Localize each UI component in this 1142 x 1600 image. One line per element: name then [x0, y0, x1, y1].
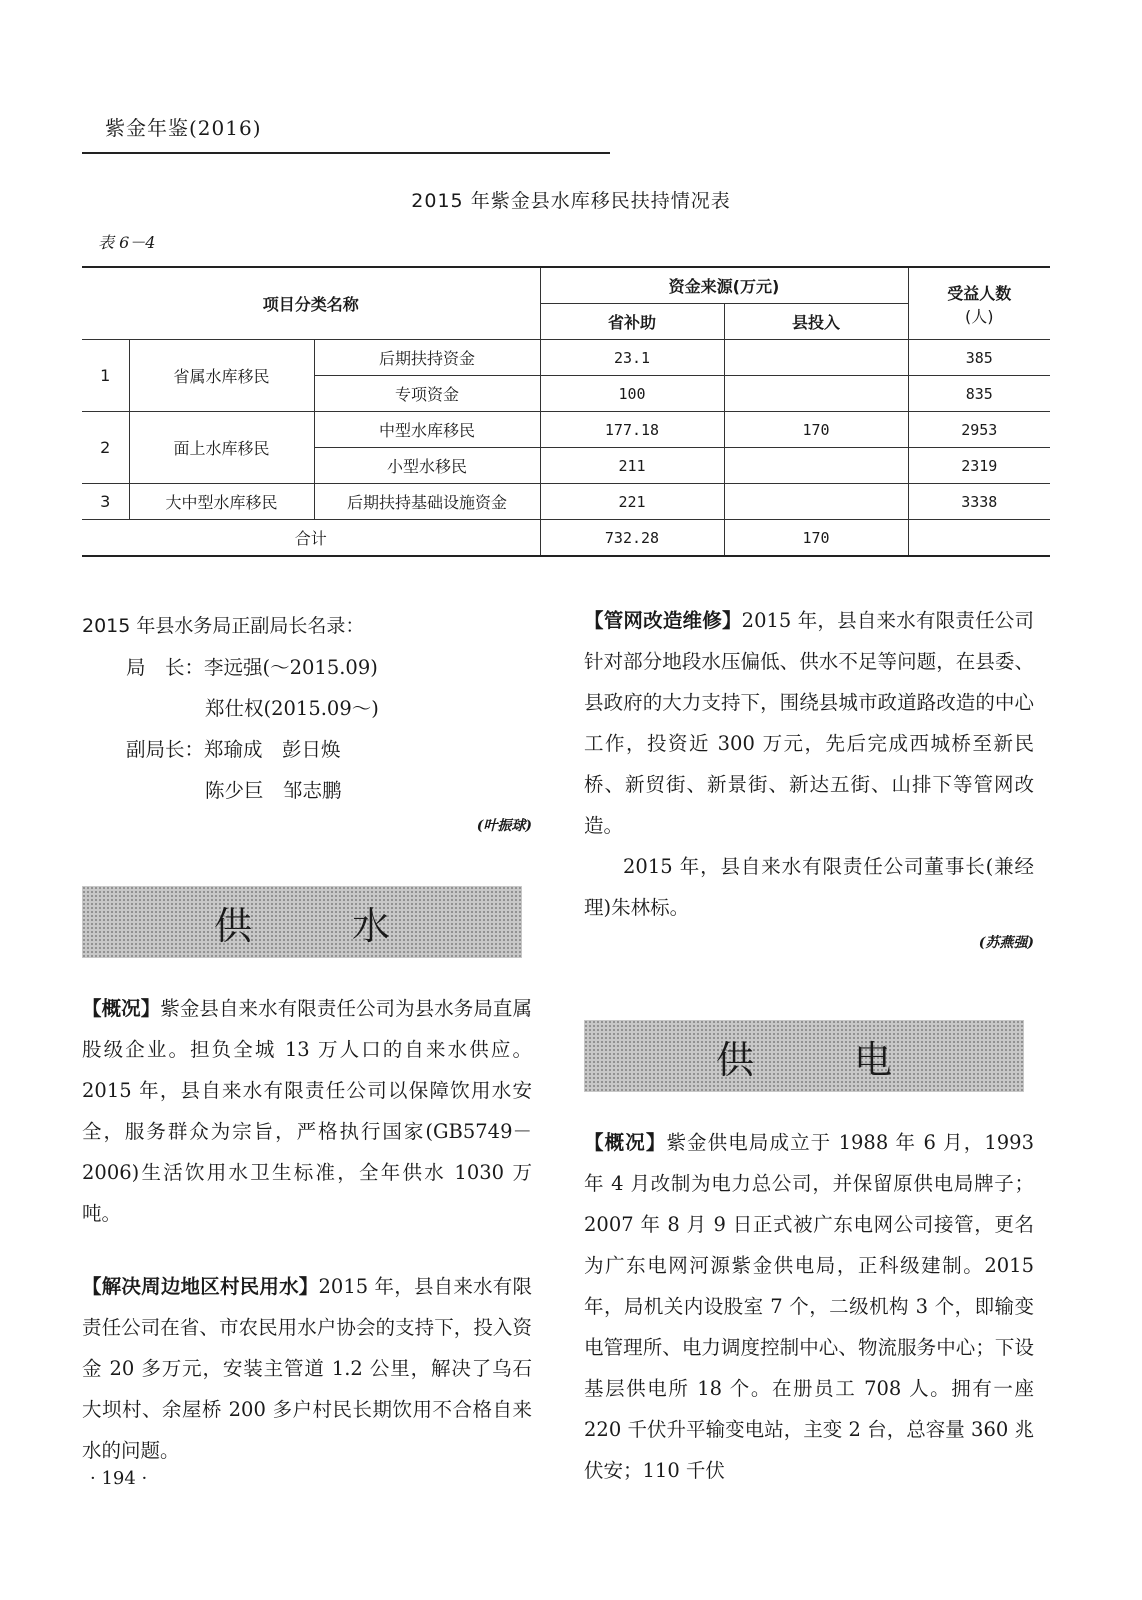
header-category: 项目分类名称	[82, 267, 540, 340]
table-total-row	[82, 520, 1050, 557]
directors-heading: 2015 年县水务局正副局长名录：	[82, 615, 365, 637]
row-people: 385	[908, 340, 1050, 376]
row-people: 3338	[908, 484, 1050, 520]
row-county	[724, 484, 908, 520]
pipe-network-section	[584, 600, 1034, 958]
row-province: 211	[540, 448, 724, 484]
directors-credit: (叶振球)	[476, 818, 532, 834]
row-people: 2319	[908, 448, 1050, 484]
row-item: 后期扶持基础设施资金	[314, 484, 540, 520]
row-people: 2953	[908, 412, 1050, 448]
water-credit: (苏燕强)	[978, 935, 1034, 951]
power-supply-banner: 供电	[584, 1020, 1024, 1092]
table-row	[82, 412, 1050, 448]
director-line: 郑仕权(2015.09～)	[205, 697, 379, 720]
overview-tag: 【概况】	[82, 997, 161, 1020]
row-province: 177.18	[540, 412, 724, 448]
row-group: 省属水库移民	[129, 340, 314, 412]
row-county	[724, 376, 908, 412]
row-no: 1	[82, 340, 129, 412]
total-label: 合计	[82, 520, 540, 557]
row-county	[724, 448, 908, 484]
water-supply-banner: 供水	[82, 886, 522, 958]
overview-text: 紫金县自来水有限责任公司为县水务局直属股级企业。担负全城 13 万人口的自来水供应。2015 年，县自来水有限责任公司以保障饮用水安全，服务群众为宗旨，严格执行国家(GB5749－2006)生活饮用水卫生标准，全年供水 1030 万吨。	[82, 997, 532, 1225]
page-number: · 194 ·	[90, 1468, 148, 1489]
village-text: 2015 年，县自来水有限责任公司在省、市农民用水户协会的支持下，投入资金 20 多万元，安装主管道 1.2 公里，解决了乌石大坝村、余屋桥 200 多户村民长期饮用不合格自来水的问题。	[82, 1275, 532, 1462]
header-rule	[82, 152, 610, 154]
row-group: 面上水库移民	[129, 412, 314, 484]
row-item: 小型水移民	[314, 448, 540, 484]
power-tag: 【概况】	[584, 1131, 667, 1154]
director-line: 局 长：李远强(～2015.09)	[126, 656, 378, 679]
directors-section	[82, 606, 532, 841]
row-group: 大中型水库移民	[129, 484, 314, 520]
header-funding-source: 资金来源(万元)	[540, 267, 908, 304]
table-row	[82, 484, 1050, 520]
deputy-line: 副局长：郑瑜成 彭日焕	[126, 738, 341, 761]
header-beneficiaries	[908, 267, 1050, 340]
row-county	[724, 340, 908, 376]
total-province: 732.28	[540, 520, 724, 557]
chairman-text: 2015 年，县自来水有限责任公司董事长(兼经理)朱林标。	[584, 855, 1034, 919]
row-people: 835	[908, 376, 1050, 412]
row-item: 后期扶持资金	[314, 340, 540, 376]
village-water-section	[82, 1266, 532, 1471]
row-item: 专项资金	[314, 376, 540, 412]
row-county: 170	[724, 412, 908, 448]
total-county: 170	[724, 520, 908, 557]
water-overview	[82, 988, 532, 1234]
table-label: 表 6－4	[98, 233, 156, 252]
running-title: 紫金年鉴(2016)	[105, 116, 262, 140]
row-province: 100	[540, 376, 724, 412]
village-tag: 【解决周边地区村民用水】	[82, 1275, 319, 1298]
row-no: 3	[82, 484, 129, 520]
deputy-line: 陈少巨 邹志鹏	[205, 779, 342, 802]
header-province: 省补助	[540, 304, 724, 340]
row-province: 221	[540, 484, 724, 520]
total-people	[908, 520, 1050, 557]
header-county: 县投入	[724, 304, 908, 340]
table-row	[82, 340, 1050, 376]
header-beneficiaries-label: 受益人数	[947, 283, 1012, 303]
row-province: 23.1	[540, 340, 724, 376]
power-text: 紫金供电局成立于 1988 年 6 月，1993 年 4 月改制为电力总公司，并保留原供电局牌子；2007 年 8 月 9 日正式被广东电网公司接管，更名为广东电网河源紫金供电局，正科级建制。2015 年，局机关内设股室 7 个，二级机构 3 个，即输变电管理所、电力调度控制中心、物流服务中心；下设基层供电所 18 个。在册员工 708 人。拥有一座 220 千伏升平输变电站，主变 2 台，总容量 360 兆伏安；110 千伏	[584, 1131, 1034, 1482]
row-no: 2	[82, 412, 129, 484]
table-title: 2015 年紫金县水库移民扶持情况表	[411, 190, 731, 212]
power-overview	[584, 1122, 1034, 1491]
header-beneficiaries-unit: (人)	[965, 306, 994, 326]
pipe-text: 2015 年，县自来水有限责任公司针对部分地段水压偏低、供水不足等问题，在县委、县政府的大力支持下，围绕县城市政道路改造的中心工作，投资近 300 万元，先后完成西城桥至新民桥、新贸街、新景街、新达五街、山排下等管网改造。	[584, 609, 1034, 837]
row-item: 中型水库移民	[314, 412, 540, 448]
pipe-tag: 【管网改造维修】	[584, 609, 742, 632]
resettlement-table	[82, 266, 1050, 557]
